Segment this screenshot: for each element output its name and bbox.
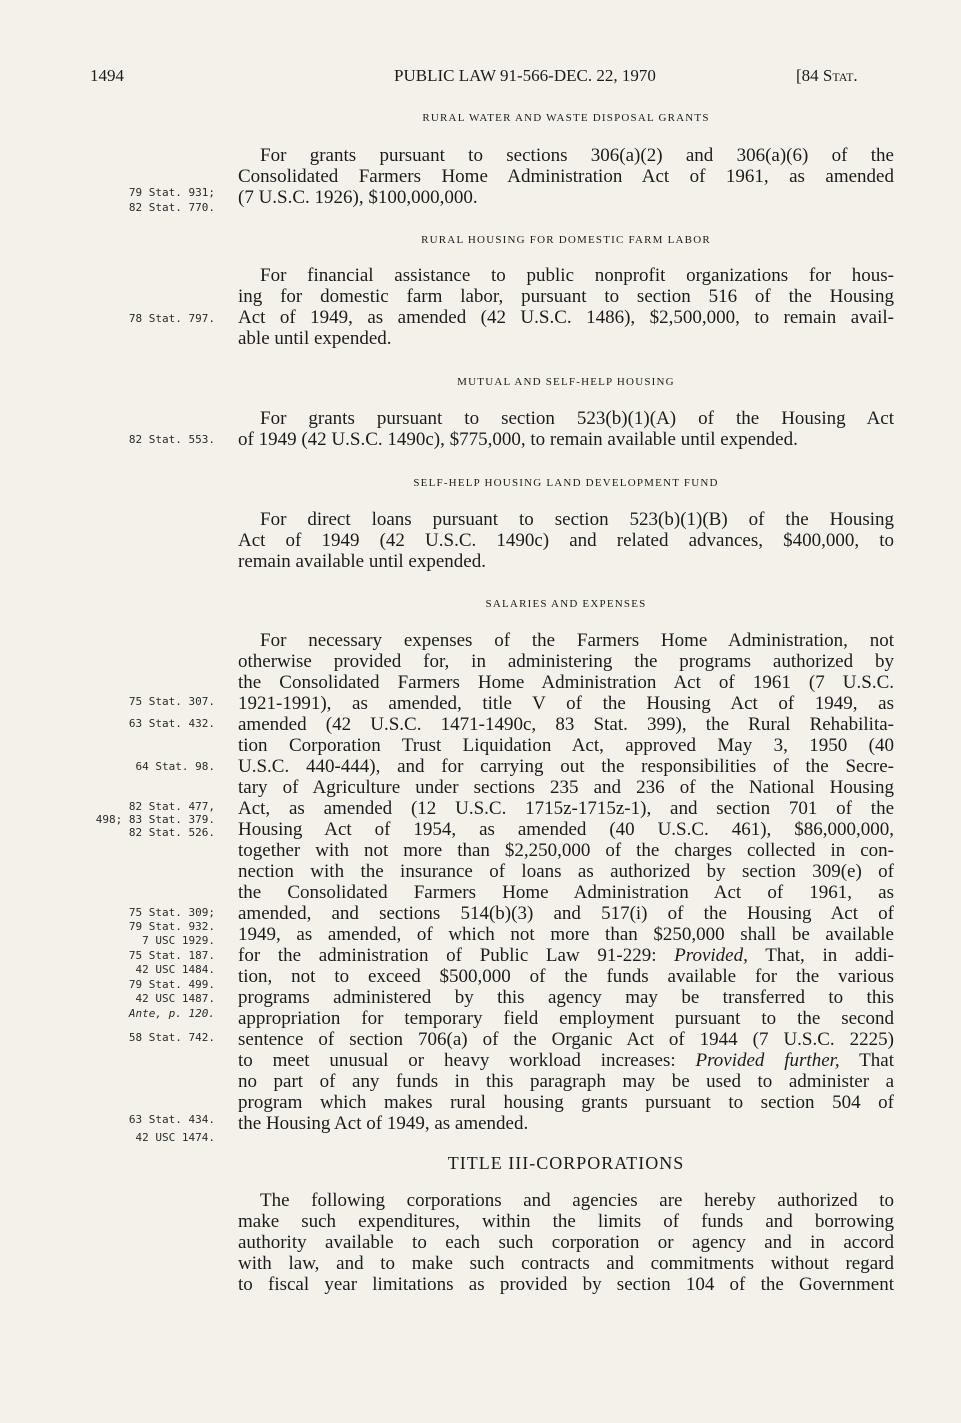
text-line: Consolidated Farmers Home Administration Act of 1961, as amended (238, 166, 894, 187)
section-heading-rural-water: RURAL WATER AND WASTE DISPOSAL GRANTS (422, 112, 710, 124)
margin-note: 79 Stat. 932. (128, 920, 215, 933)
margin-note: 82 Stat. 770. (128, 201, 215, 214)
margin-note: 75 Stat. 309; (128, 906, 215, 919)
margin-note: 63 Stat. 434. (128, 1113, 215, 1126)
paragraph-salaries (238, 630, 894, 1134)
text-line: Housing Act of 1954, as amended (40 U.S.C. 461), $86,000,000, (238, 819, 894, 840)
margin-note: 498; 83 Stat. 379. (95, 813, 215, 826)
text-segment: That, in addi- (765, 945, 894, 966)
margin-note: 58 Stat. 742. (128, 1031, 215, 1044)
margin-note: 42 USC 1484. (135, 963, 215, 976)
text-line: tion, not to exceed $500,000 of the funds available for the various (238, 966, 894, 987)
margin-note: 42 USC 1474. (135, 1131, 215, 1144)
text-segment: That (859, 1050, 894, 1071)
text-line: the Consolidated Farmers Home Administration Act of 1961, as (238, 882, 894, 903)
text-line: For direct loans pursuant to section 523(b)(1)(B) of the Housing (260, 509, 894, 530)
margin-note: Ante, p. 120. (128, 1007, 215, 1020)
text-line: of 1949 (42 U.S.C. 1490c), $775,000, to remain available until expended. (238, 429, 798, 450)
proviso-term: Provided, (674, 945, 748, 966)
paragraph-title-iii (238, 1190, 894, 1295)
text-line: appropriation for temporary field employment pursuant to the second (238, 1008, 894, 1029)
margin-note: 82 Stat. 477, (128, 800, 215, 813)
section-heading-rural-housing: RURAL HOUSING FOR DOMESTIC FARM LABOR (421, 234, 711, 246)
text-line: The following corporations and agencies are hereby authorized to (260, 1190, 894, 1211)
text-line: together with not more than $2,250,000 of the charges collected in con- (238, 840, 894, 861)
text-line (238, 1050, 894, 1071)
text-line: otherwise provided for, in administering the programs authorized by (238, 651, 894, 672)
text-line: programs administered by this agency may be transferred to this (238, 987, 894, 1008)
text-line: amended, and sections 514(b)(3) and 517(i) of the Housing Act of (238, 903, 894, 924)
text-line: (7 U.S.C. 1926), $100,000,000. (238, 187, 478, 208)
margin-note: 79 Stat. 499. (128, 978, 215, 991)
text-line: For necessary expenses of the Farmers Home Administration, not (260, 630, 894, 651)
text-line: the Consolidated Farmers Home Administration Act of 1961 (7 U.S.C. (238, 672, 894, 693)
text-line: program which makes rural housing grants pursuant to section 504 of (238, 1092, 894, 1113)
margin-note: 79 Stat. 931; (128, 186, 215, 199)
paragraph-rural-water (238, 145, 894, 208)
text-line: Act of 1949 (42 U.S.C. 1490c) and related advances, $400,000, to (238, 530, 894, 551)
text-line: the Housing Act of 1949, as amended. (238, 1113, 529, 1134)
margin-note: 63 Stat. 432. (128, 717, 215, 730)
title-iii-heading: TITLE III-CORPORATIONS (447, 1153, 685, 1173)
text-line: amended (42 U.S.C. 1471-1490c, 83 Stat. 399), the Rural Rehabilita- (238, 714, 894, 735)
section-heading-salaries: SALARIES AND EXPENSES (485, 598, 647, 610)
margin-note: 82 Stat. 553. (128, 433, 215, 446)
text-line: remain available until expended. (238, 551, 486, 572)
text-line: tion Corporation Trust Liquidation Act, approved May 3, 1950 (40 (238, 735, 894, 756)
paragraph-rural-housing (238, 265, 894, 349)
volume-reference: [84 Stat. (796, 66, 858, 85)
margin-note: 75 Stat. 187. (128, 949, 215, 962)
text-line: make such expenditures, within the limits of funds and borrowing (238, 1211, 894, 1232)
text-line: to fiscal year limitations as provided by section 104 of the Government (238, 1274, 894, 1295)
margin-note: 78 Stat. 797. (128, 312, 215, 325)
text-line: For grants pursuant to section 523(b)(1)(A) of the Housing Act (260, 408, 894, 429)
text-line: tary of Agriculture under sections 235 and 236 of the National Housing (238, 777, 894, 798)
paragraph-land-fund (238, 509, 894, 572)
margin-note: 75 Stat. 307. (128, 695, 215, 708)
paragraph-mutual-housing (238, 408, 894, 450)
text-line: ing for domestic farm labor, pursuant to section 516 of the Housing (238, 286, 894, 307)
text-line: 1921-1991), as amended, title V of the Housing Act of 1949, as (238, 693, 894, 714)
text-line: no part of any funds in this paragraph may be used to administer a (238, 1071, 894, 1092)
text-line: U.S.C. 440-444), and for carrying out the responsibilities of the Secre- (238, 756, 894, 777)
text-line (238, 945, 894, 966)
text-line: able until expended. (238, 328, 392, 349)
text-line: 1949, as amended, of which not more than $250,000 shall be available (238, 924, 894, 945)
margin-note: 7 USC 1929. (142, 934, 215, 947)
text-line: sentence of section 706(a) of the Organic Act of 1944 (7 U.S.C. 2225) (238, 1029, 894, 1050)
text-segment: to meet unusual or heavy workload increases: (238, 1050, 676, 1071)
proviso-term: Provided further, (695, 1050, 840, 1071)
section-heading-mutual-housing: MUTUAL AND SELF-HELP HOUSING (457, 376, 675, 388)
margin-note: 64 Stat. 98. (135, 760, 215, 773)
margin-note: 42 USC 1487. (135, 992, 215, 1005)
running-title: PUBLIC LAW 91-566-DEC. 22, 1970 (394, 66, 656, 85)
text-line: Act of 1949, as amended (42 U.S.C. 1486), $2,500,000, to remain avail- (238, 307, 894, 328)
text-line: Act, as amended (12 U.S.C. 1715z-1715z-1), and section 701 of the (238, 798, 894, 819)
margin-note: 82 Stat. 526. (128, 826, 215, 839)
text-line: authority available to each such corporation or agency and in accord (238, 1232, 894, 1253)
text-line: nection with the insurance of loans as authorized by section 309(e) of (238, 861, 894, 882)
text-line: with law, and to make such contracts and commitments without regard (238, 1253, 894, 1274)
text-segment: for the administration of Public Law 91-229: (238, 945, 657, 966)
section-heading-land-fund: SELF-HELP HOUSING LAND DEVELOPMENT FUND (413, 477, 719, 489)
page-number: 1494 (90, 66, 124, 85)
text-line: For financial assistance to public nonprofit organizations for hous- (260, 265, 894, 286)
text-line: For grants pursuant to sections 306(a)(2) and 306(a)(6) of the (260, 145, 894, 166)
